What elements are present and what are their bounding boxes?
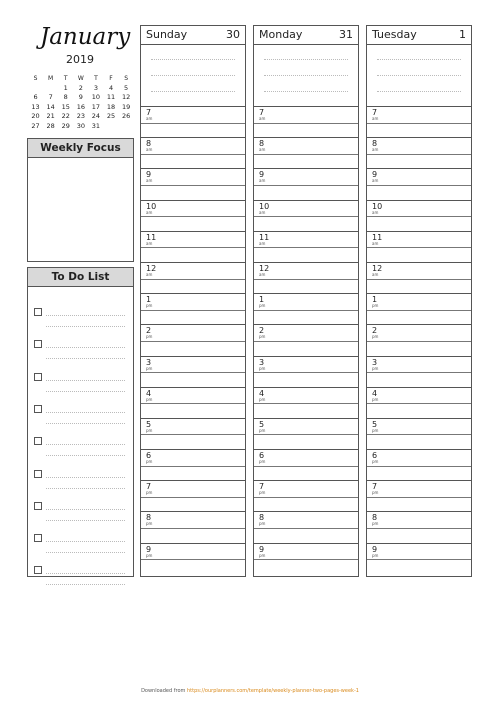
half-hour-divider (254, 372, 358, 373)
calendar-day: 16 (76, 102, 85, 111)
hour-ampm: pm (372, 552, 379, 558)
calendar-day: 20 (31, 112, 40, 121)
todo-line[interactable] (46, 584, 125, 585)
footer-link[interactable]: https://ourplanners.com/template/weekly-planner-two-pages-week-1 (187, 688, 359, 694)
note-line (377, 91, 461, 92)
note-line (151, 91, 235, 92)
calendar-day: 12 (121, 93, 131, 102)
calendar-day: 13 (31, 102, 40, 111)
hour-ampm: pm (259, 334, 266, 340)
half-hour-divider (254, 528, 358, 529)
hour-number: 8 (372, 513, 378, 523)
hour-ampm: am (146, 116, 153, 121)
weekday-header-row (28, 74, 134, 84)
hour-slot[interactable] (141, 450, 245, 481)
hour-slot[interactable] (254, 481, 358, 512)
calendar-day (119, 122, 134, 132)
hour-slot[interactable] (141, 169, 245, 200)
half-hour-divider (141, 434, 245, 435)
hour-number: 12 (259, 263, 270, 273)
half-hour-divider (367, 123, 471, 124)
todo-line[interactable] (46, 509, 125, 510)
weekday-header: T (94, 75, 98, 82)
hour-ampm: pm (146, 521, 153, 527)
hour-slot[interactable] (367, 512, 471, 543)
month-title: January (40, 24, 131, 50)
todo-checkbox[interactable] (34, 405, 42, 413)
hour-slot[interactable] (141, 263, 245, 294)
hour-slot[interactable] (367, 107, 471, 138)
todo-checkbox[interactable] (34, 340, 42, 348)
weekly-focus-title: Weekly Focus (28, 139, 133, 158)
hour-ampm: pm (372, 365, 379, 371)
hour-number: 9 (146, 170, 152, 180)
hour-slot[interactable] (367, 481, 471, 512)
hour-number: 8 (146, 139, 152, 149)
half-hour-divider (367, 154, 471, 155)
hour-number: 9 (146, 544, 152, 554)
calendar-week-row (28, 93, 134, 103)
calendar-week-row (28, 84, 134, 94)
calendar-day (28, 84, 43, 94)
half-hour-divider (141, 154, 245, 155)
todo-line[interactable] (46, 347, 125, 348)
footer-prefix: Downloaded from (141, 688, 186, 694)
calendar-day: 11 (106, 93, 116, 102)
hour-number: 9 (259, 170, 265, 180)
day-column (140, 25, 246, 577)
day-column (366, 25, 472, 577)
half-hour-divider (254, 185, 358, 186)
hour-slot[interactable] (367, 450, 471, 481)
todo-line[interactable] (46, 455, 125, 456)
footer (0, 688, 500, 694)
half-hour-divider (367, 216, 471, 217)
hour-ampm: pm (372, 303, 379, 309)
hour-ampm: am (259, 116, 266, 121)
day-date: 1 (459, 28, 466, 41)
calendar-day (103, 122, 118, 132)
hour-ampm: am (372, 178, 379, 184)
hour-number: 9 (372, 170, 378, 180)
half-hour-divider (254, 310, 358, 311)
half-hour-divider (367, 372, 471, 373)
hour-slot[interactable] (367, 357, 471, 388)
calendar-day: 1 (63, 83, 68, 92)
hour-slot[interactable] (367, 201, 471, 232)
todo-line[interactable] (46, 358, 125, 359)
hour-number: 2 (372, 326, 378, 336)
hour-ampm: am (146, 147, 153, 153)
hour-number: 11 (259, 232, 270, 242)
hour-ampm: pm (259, 490, 266, 496)
calendar-week-row (28, 122, 134, 132)
hour-number: 1 (259, 295, 265, 305)
hour-ampm: am (146, 178, 153, 184)
hour-ampm: am (259, 147, 266, 153)
calendar-day: 9 (78, 93, 83, 102)
hour-number: 10 (146, 201, 157, 211)
half-hour-divider (141, 528, 245, 529)
hour-ampm: pm (372, 459, 379, 465)
weekday-header: S (33, 75, 38, 82)
half-hour-divider (141, 279, 245, 280)
hour-ampm: pm (146, 490, 153, 496)
hour-slot[interactable] (141, 232, 245, 263)
todo-line[interactable] (46, 423, 125, 424)
hour-slot[interactable] (141, 294, 245, 325)
hour-number: 1 (146, 295, 152, 305)
hour-slot[interactable] (141, 357, 245, 388)
calendar-day: 8 (63, 93, 68, 102)
half-hour-divider (254, 497, 358, 498)
calendar-day: 21 (46, 112, 55, 121)
day-name: Sunday (146, 28, 188, 41)
half-hour-divider (254, 123, 358, 124)
hour-ampm: pm (372, 334, 379, 340)
calendar-day: 31 (91, 121, 101, 130)
calendar-day: 14 (46, 102, 55, 111)
hour-slot[interactable] (141, 107, 245, 138)
todo-item (28, 499, 133, 519)
todo-line[interactable] (46, 391, 125, 392)
half-hour-divider (367, 466, 471, 467)
hour-number: 4 (259, 388, 265, 398)
todo-item (28, 467, 133, 487)
todo-checkbox[interactable] (34, 373, 42, 381)
half-hour-divider (367, 528, 471, 529)
hour-slot[interactable] (141, 201, 245, 232)
hour-slot[interactable] (254, 450, 358, 481)
calendar-day: 10 (91, 93, 101, 102)
half-hour-divider (141, 341, 245, 342)
todo-checkbox[interactable] (34, 308, 42, 316)
todo-line[interactable] (46, 520, 125, 521)
half-hour-divider (141, 310, 245, 311)
hour-slot[interactable] (254, 512, 358, 543)
hour-slot[interactable] (367, 388, 471, 419)
todo-checkbox[interactable] (34, 566, 42, 574)
todo-line[interactable] (46, 444, 125, 445)
todo-item (28, 337, 133, 357)
half-hour-divider (254, 466, 358, 467)
hour-ampm: am (259, 209, 266, 215)
todo-line[interactable] (46, 326, 125, 327)
weekly-focus-panel[interactable] (27, 138, 134, 262)
calendar-day: 24 (91, 112, 101, 121)
hour-ampm: pm (146, 552, 153, 558)
note-line (264, 75, 348, 76)
hour-ampm: pm (372, 490, 379, 496)
half-hour-divider (367, 310, 471, 311)
hour-number: 10 (259, 201, 270, 211)
calendar-day: 22 (61, 112, 70, 121)
hour-slot[interactable] (141, 388, 245, 419)
hour-slot[interactable] (141, 544, 245, 575)
hour-number: 2 (146, 326, 152, 336)
half-hour-divider (367, 497, 471, 498)
calendar-day: 26 (121, 112, 131, 121)
hour-ampm: pm (146, 396, 153, 402)
calendar-day: 15 (61, 102, 70, 111)
hour-slot[interactable] (141, 512, 245, 543)
hour-ampm: pm (259, 396, 266, 402)
todo-line[interactable] (46, 477, 125, 478)
hour-number: 8 (372, 139, 378, 149)
hour-number: 7 (372, 482, 378, 492)
calendar-day: 4 (108, 83, 114, 92)
hour-number: 12 (146, 263, 157, 273)
day-name: Monday (259, 28, 303, 41)
half-hour-divider (141, 372, 245, 373)
hour-ampm: pm (259, 365, 266, 371)
hour-number: 8 (146, 513, 152, 523)
hour-number: 7 (372, 108, 378, 117)
calendar-day: 5 (124, 83, 129, 92)
day-date: 31 (339, 28, 353, 41)
hour-number: 12 (372, 263, 383, 273)
half-hour-divider (367, 403, 471, 404)
hour-number: 5 (146, 419, 152, 429)
hour-ampm: pm (372, 521, 379, 527)
hour-slot[interactable] (141, 138, 245, 169)
todo-line[interactable] (46, 573, 125, 574)
day-header (254, 26, 358, 45)
mini-calendar (28, 74, 134, 132)
hour-number: 6 (372, 451, 378, 461)
note-line (151, 75, 235, 76)
hour-slot[interactable] (141, 481, 245, 512)
note-line (264, 91, 348, 92)
calendar-day: 25 (106, 112, 116, 121)
calendar-week-row (28, 112, 134, 122)
hour-number: 7 (146, 108, 152, 117)
weekday-header: S (124, 75, 129, 82)
hour-number: 3 (146, 357, 152, 367)
hour-ampm: am (259, 178, 266, 184)
weekday-header: T (63, 75, 68, 82)
hour-slot[interactable] (254, 388, 358, 419)
half-hour-divider (367, 559, 471, 560)
hour-ampm: pm (259, 427, 266, 433)
hour-number: 2 (259, 326, 265, 336)
todo-title: To Do List (28, 268, 133, 287)
hour-slot[interactable] (254, 357, 358, 388)
day-column (253, 25, 359, 577)
day-header (141, 26, 245, 45)
hour-slot[interactable] (254, 544, 358, 575)
hour-ampm: pm (146, 427, 153, 433)
half-hour-divider (254, 247, 358, 248)
hour-ampm: am (372, 271, 379, 277)
calendar-day: 2 (78, 83, 83, 92)
hour-ampm: am (372, 240, 379, 246)
hour-slot[interactable] (367, 138, 471, 169)
hour-ampm: pm (259, 552, 266, 558)
hour-slot[interactable] (254, 325, 358, 356)
hour-number: 9 (259, 544, 265, 554)
hour-number: 1 (372, 295, 378, 305)
todo-item (28, 305, 133, 325)
year-label: 2019 (66, 53, 94, 66)
hour-slot[interactable] (254, 294, 358, 325)
hour-number: 6 (259, 451, 265, 461)
hour-number: 11 (146, 232, 157, 242)
half-hour-divider (254, 559, 358, 560)
todo-line[interactable] (46, 380, 125, 381)
hour-number: 3 (372, 357, 378, 367)
hour-ampm: am (372, 209, 379, 215)
half-hour-divider (141, 247, 245, 248)
calendar-day: 28 (46, 121, 55, 130)
calendar-day: 6 (33, 93, 38, 102)
note-line (151, 59, 235, 60)
hour-slot[interactable] (367, 325, 471, 356)
calendar-day: 19 (121, 102, 131, 111)
calendar-day: 23 (76, 112, 85, 121)
note-line (377, 59, 461, 60)
hour-slot[interactable] (254, 169, 358, 200)
hour-slot[interactable] (367, 169, 471, 200)
half-hour-divider (141, 497, 245, 498)
hour-number: 4 (372, 388, 378, 398)
half-hour-divider (367, 279, 471, 280)
calendar-day: 17 (91, 102, 101, 111)
half-hour-divider (254, 434, 358, 435)
note-line (264, 59, 348, 60)
note-line (377, 75, 461, 76)
half-hour-divider (141, 403, 245, 404)
hour-slot[interactable] (367, 232, 471, 263)
calendar-day: 30 (76, 121, 85, 130)
day-date: 30 (226, 28, 240, 41)
half-hour-divider (141, 559, 245, 560)
hour-slot[interactable] (254, 419, 358, 450)
todo-checkbox[interactable] (34, 437, 42, 445)
hour-number: 3 (259, 357, 265, 367)
hour-slot[interactable] (367, 294, 471, 325)
hour-number: 8 (259, 139, 265, 149)
hour-number: 5 (372, 419, 378, 429)
hour-ampm: pm (259, 521, 266, 527)
hour-number: 10 (372, 201, 383, 211)
half-hour-divider (254, 154, 358, 155)
todo-checkbox[interactable] (34, 502, 42, 510)
calendar-day: 7 (48, 93, 53, 102)
todo-item (28, 370, 133, 390)
hour-slot[interactable] (141, 325, 245, 356)
half-hour-divider (367, 341, 471, 342)
hour-number: 7 (146, 482, 152, 492)
hour-ampm: am (259, 271, 266, 277)
calendar-week-row (28, 103, 134, 113)
calendar-day: 3 (93, 83, 98, 92)
half-hour-divider (254, 403, 358, 404)
hour-number: 9 (372, 544, 378, 554)
hour-number: 8 (259, 513, 265, 523)
hour-number: 7 (259, 108, 265, 117)
hour-number: 7 (259, 482, 265, 492)
todo-line[interactable] (46, 412, 125, 413)
todo-line[interactable] (46, 488, 125, 489)
weekday-header: F (109, 75, 113, 82)
half-hour-divider (367, 247, 471, 248)
todo-checkbox[interactable] (34, 534, 42, 542)
hour-ampm: pm (146, 303, 153, 309)
todo-item (28, 531, 133, 551)
todo-panel (27, 267, 134, 577)
todo-line[interactable] (46, 541, 125, 542)
day-notes[interactable] (254, 45, 358, 107)
half-hour-divider (367, 185, 471, 186)
hour-ampm: pm (146, 365, 153, 371)
calendar-day (43, 84, 58, 94)
hour-ampm: am (372, 116, 379, 121)
todo-checkbox[interactable] (34, 470, 42, 478)
half-hour-divider (254, 341, 358, 342)
weekday-header: M (48, 75, 54, 82)
half-hour-divider (141, 123, 245, 124)
half-hour-divider (141, 466, 245, 467)
hour-slot[interactable] (254, 232, 358, 263)
hour-ampm: pm (372, 427, 379, 433)
hour-slot[interactable] (254, 107, 358, 138)
hour-slot[interactable] (367, 419, 471, 450)
hour-ampm: am (259, 240, 266, 246)
day-header (367, 26, 471, 45)
hour-number: 5 (259, 419, 265, 429)
hour-slot[interactable] (141, 419, 245, 450)
hour-slot[interactable] (254, 263, 358, 294)
half-hour-divider (254, 216, 358, 217)
todo-line[interactable] (46, 315, 125, 316)
todo-item (28, 563, 133, 583)
hour-ampm: am (146, 240, 153, 246)
todo-item (28, 402, 133, 422)
day-notes[interactable] (141, 45, 245, 107)
hour-ampm: pm (259, 303, 266, 309)
calendar-day: 18 (106, 102, 116, 111)
half-hour-divider (141, 216, 245, 217)
hour-slot[interactable] (367, 544, 471, 575)
calendar-day: 27 (31, 121, 40, 130)
hour-number: 11 (372, 232, 383, 242)
hour-ampm: pm (372, 396, 379, 402)
hour-ampm: pm (146, 334, 153, 340)
todo-line[interactable] (46, 552, 125, 553)
half-hour-divider (141, 185, 245, 186)
hour-slot[interactable] (254, 201, 358, 232)
weekday-header: W (77, 75, 84, 82)
calendar-day: 29 (61, 121, 70, 130)
day-name: Tuesday (372, 28, 417, 41)
day-notes[interactable] (367, 45, 471, 107)
hour-ampm: pm (259, 459, 266, 465)
hour-ampm: am (372, 147, 379, 153)
hour-ampm: pm (146, 459, 153, 465)
hour-slot[interactable] (367, 263, 471, 294)
half-hour-divider (254, 279, 358, 280)
hour-ampm: am (146, 271, 153, 277)
hour-slot[interactable] (254, 138, 358, 169)
todo-item (28, 434, 133, 454)
half-hour-divider (367, 434, 471, 435)
hour-number: 6 (146, 451, 152, 461)
hour-ampm: am (146, 209, 153, 215)
hour-number: 4 (146, 388, 152, 398)
